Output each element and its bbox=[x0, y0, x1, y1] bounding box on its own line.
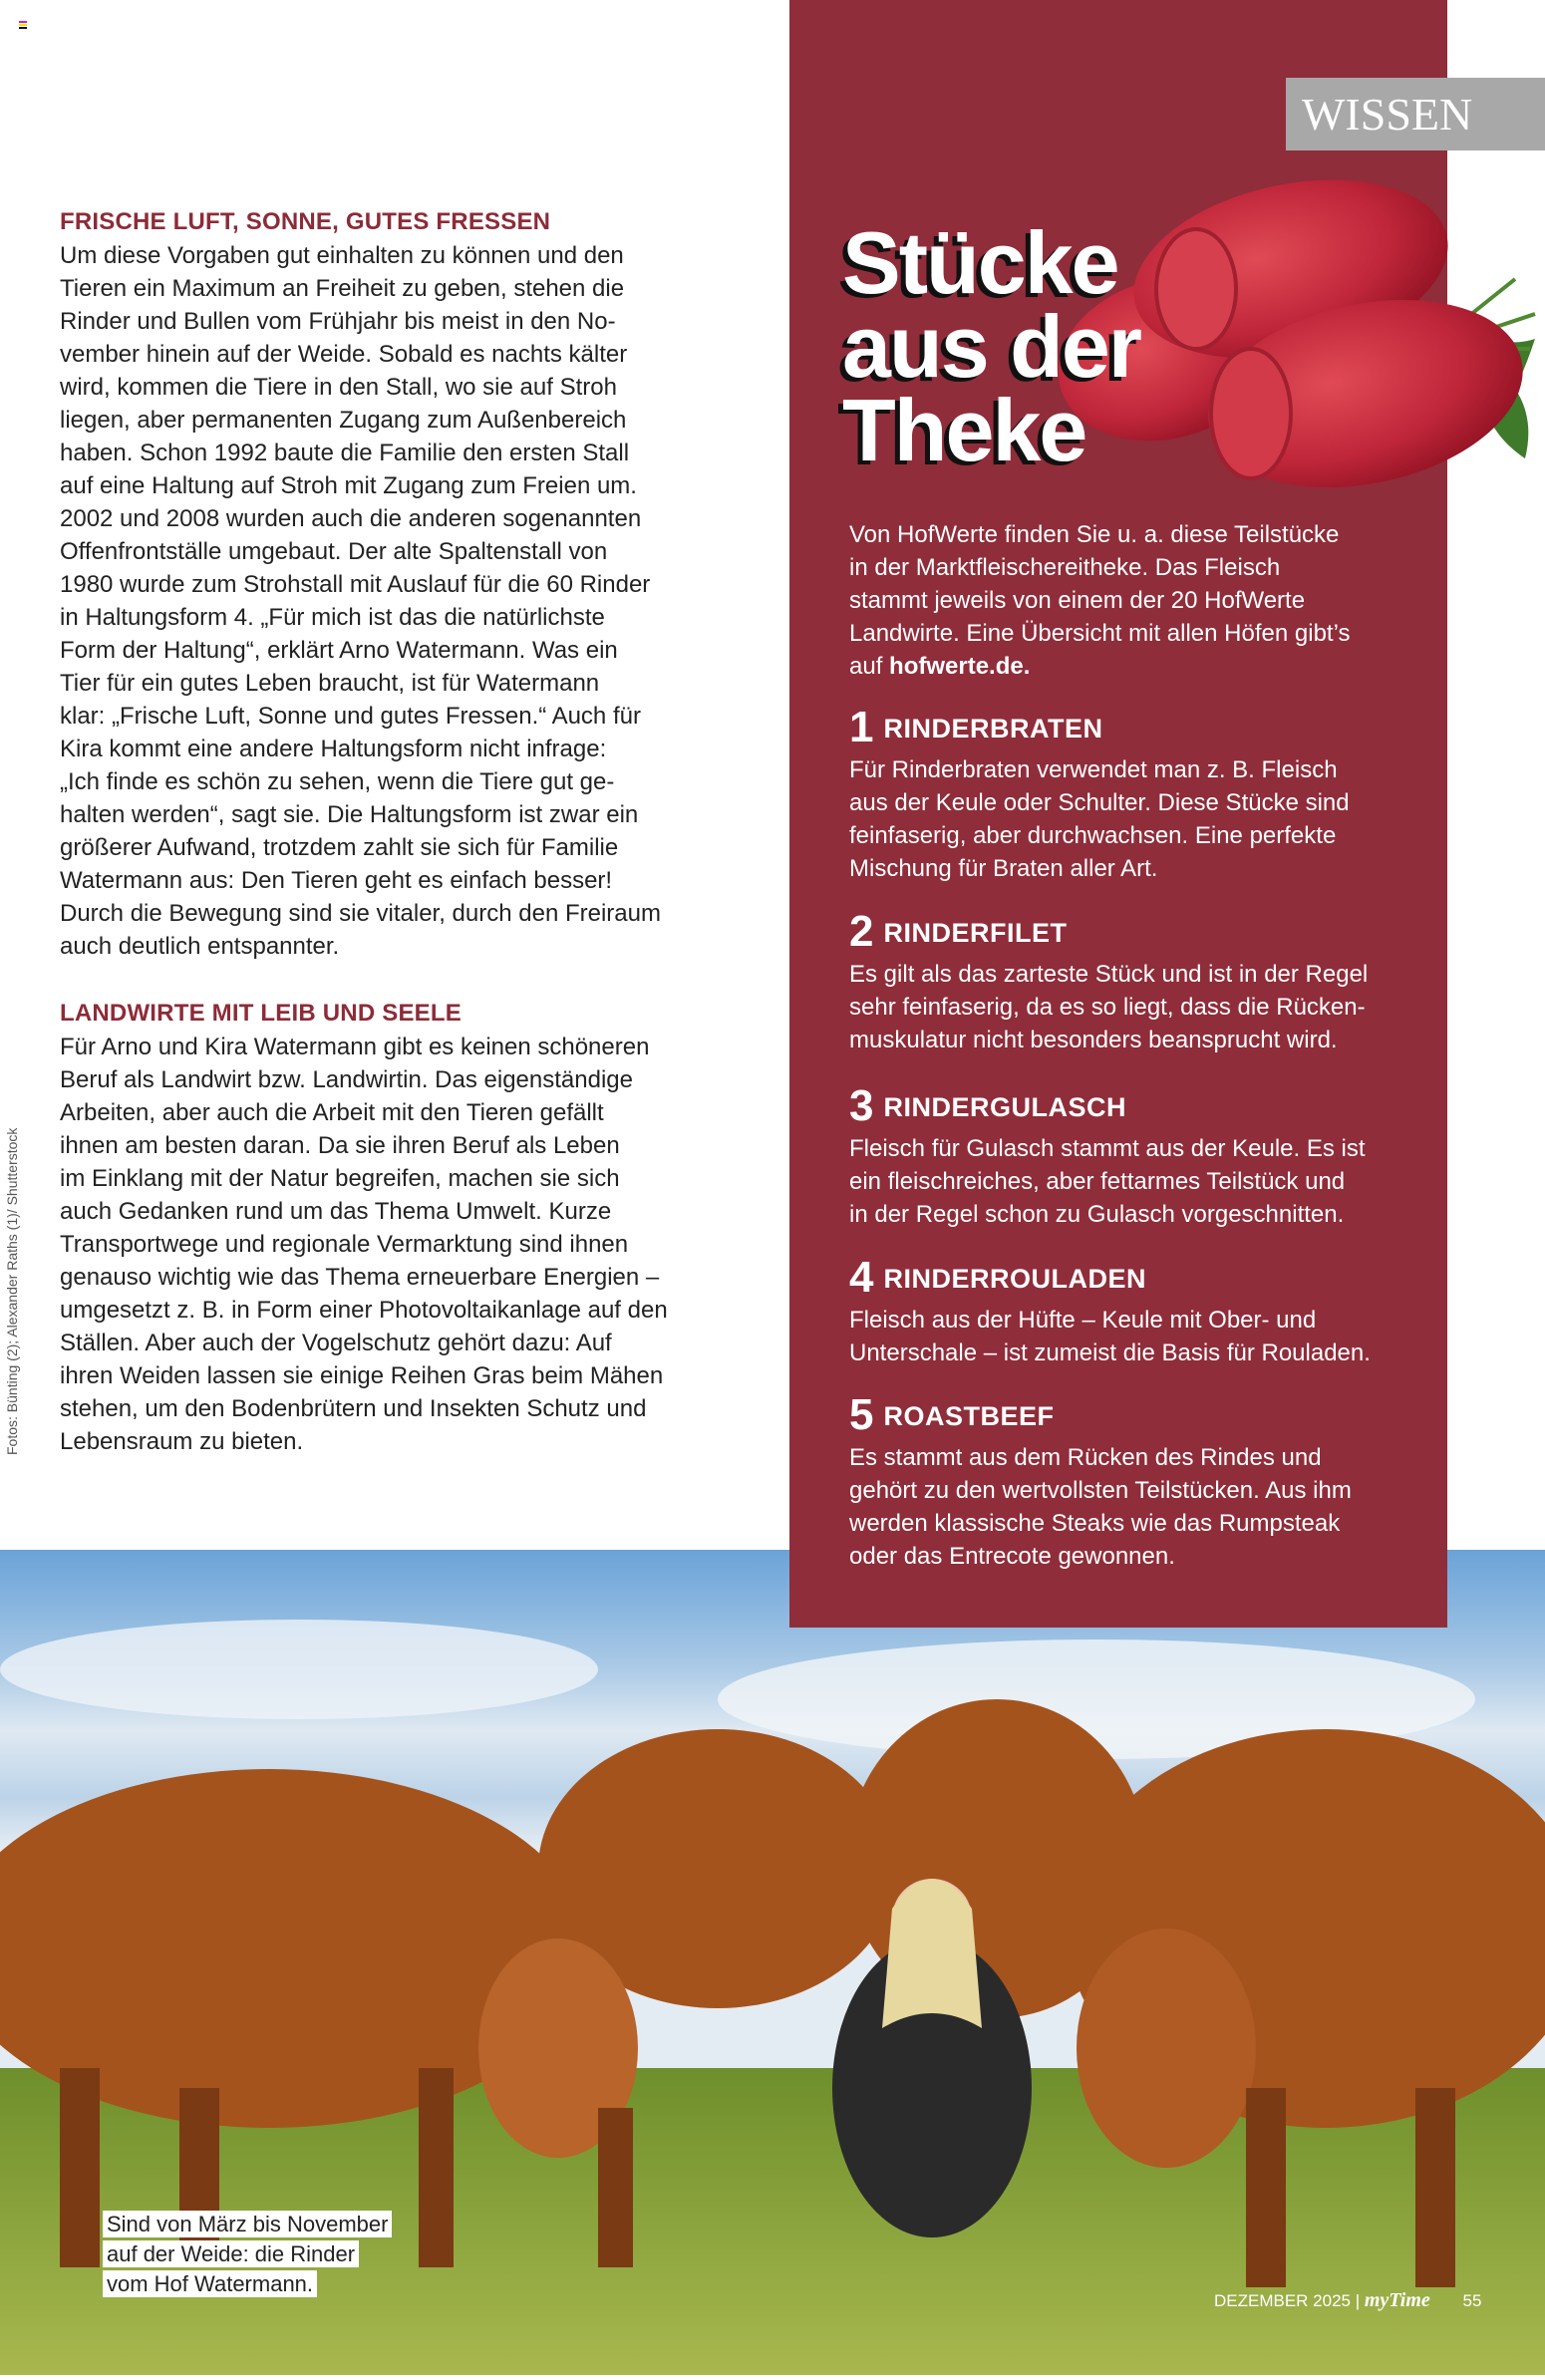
body-line: „Ich finde es schön zu sehen, wenn die Tiere gut ge- bbox=[60, 768, 615, 795]
magazine-logo: myTime bbox=[1364, 2289, 1430, 2311]
body-line: Beruf als Landwirt bzw. Landwirtin. Das eigenständige bbox=[60, 1066, 633, 1093]
body-line: Lebensraum zu bieten. bbox=[60, 1428, 304, 1455]
photo-caption bbox=[103, 2211, 392, 2300]
section-body bbox=[60, 239, 718, 963]
body-line: 1980 wurde zum Strohstall mit Auslauf für die 60 Rinder bbox=[60, 571, 651, 598]
meat-cut-item bbox=[849, 1081, 1427, 1231]
item-line: feinfaserig, aber durchwachsen. Eine perfekte bbox=[849, 822, 1337, 849]
item-line: ein fleischreiches, aber fettarmes Teilstück und bbox=[849, 1168, 1346, 1195]
intro-line: Von HofWerte finden Sie u. a. diese Teilstücke bbox=[849, 521, 1340, 548]
item-heading bbox=[849, 1253, 1427, 1304]
item-description bbox=[849, 1441, 1427, 1573]
page-number: 55 bbox=[1462, 2291, 1482, 2310]
body-line: halten werden“, sagt sie. Die Haltungsform ist zwar ein bbox=[60, 801, 639, 828]
website-link[interactable]: hofwerte.de. bbox=[889, 653, 1031, 680]
item-line: Für Rinderbraten verwendet man z. B. Fleisch bbox=[849, 756, 1338, 783]
box-intro bbox=[849, 518, 1407, 683]
item-number: 3 bbox=[849, 1081, 874, 1130]
caption-line: vom Hof Watermann. bbox=[103, 2270, 317, 2297]
intro-line: stammt jeweils von einem der 20 HofWerte bbox=[849, 587, 1306, 614]
body-line: Ställen. Aber auch der Vogelschutz gehört dazu: Auf bbox=[60, 1330, 612, 1356]
body-line: Arbeiten, aber auch die Arbeit mit den Tieren gefällt bbox=[60, 1099, 604, 1126]
body-line: im Einklang mit der Natur begreifen, machen sie sich bbox=[60, 1165, 620, 1192]
issue-date: DEZEMBER 2025 | bbox=[1214, 2291, 1361, 2310]
item-heading bbox=[849, 1390, 1427, 1441]
item-line: muskulatur nicht besonders beansprucht wird. bbox=[849, 1027, 1338, 1053]
title-line: Stücke bbox=[842, 213, 1118, 312]
meat-cut-item bbox=[849, 1253, 1427, 1369]
body-line: auch deutlich entspannter. bbox=[60, 933, 340, 960]
body-line: Durch die Bewegung sind sie vitaler, durch den Freiraum bbox=[60, 900, 661, 927]
item-line: aus der Keule oder Schulter. Diese Stücke sind bbox=[849, 789, 1350, 816]
body-line: vember hinein auf der Weide. Sobald es nachts kälter bbox=[60, 341, 628, 368]
item-name: RINDERFILET bbox=[883, 918, 1068, 948]
body-line: Watermann aus: Den Tieren geht es einfach besser! bbox=[60, 867, 613, 894]
item-name: RINDERGULASCH bbox=[883, 1092, 1126, 1122]
item-description bbox=[849, 1132, 1427, 1231]
photo-credit: Fotos: Bünting (2); Alexander Raths (1)/ Shutterstock bbox=[4, 1127, 20, 1455]
item-name: RINDERROULADEN bbox=[883, 1264, 1146, 1294]
title-line: Theke bbox=[842, 381, 1086, 479]
intro-prefix: auf bbox=[849, 653, 890, 680]
intro-line: in der Marktfleischereitheke. Das Fleisch bbox=[849, 554, 1281, 581]
item-line: werden klassische Steaks wie das Rumpsteak bbox=[849, 1510, 1341, 1537]
item-line: Mischung für Braten aller Art. bbox=[849, 855, 1158, 882]
body-line: größerer Aufwand, trotzdem zahlt sie sich für Familie bbox=[60, 834, 619, 861]
body-line: klar: „Frische Luft, Sonne und gutes Fressen.“ Auch für bbox=[60, 703, 641, 730]
item-name: ROASTBEEF bbox=[883, 1401, 1055, 1431]
meat-cut-item bbox=[849, 1390, 1427, 1573]
section-heading: LANDWIRTE MIT LEIB UND SEELE bbox=[60, 1000, 462, 1027]
body-line: Tier für ein gutes Leben braucht, ist für Watermann bbox=[60, 670, 600, 697]
item-heading bbox=[849, 703, 1427, 753]
body-line: Tieren ein Maximum an Freiheit zu geben, stehen die bbox=[60, 275, 625, 302]
item-number: 2 bbox=[849, 907, 874, 956]
body-line: Offenfrontställe umgebaut. Der alte Spaltenstall von bbox=[60, 538, 608, 565]
section-body bbox=[60, 1031, 718, 1458]
item-number: 5 bbox=[849, 1390, 874, 1439]
body-line: Für Arno und Kira Watermann gibt es keinen schöneren bbox=[60, 1034, 650, 1060]
item-line: oder das Entrecote gewonnen. bbox=[849, 1543, 1175, 1570]
body-line: liegen, aber permanenten Zugang zum Außenbereich bbox=[60, 407, 627, 434]
item-number: 1 bbox=[849, 703, 874, 751]
caption-line: Sind von März bis November bbox=[103, 2211, 392, 2237]
body-line: genauso wichtig wie das Thema erneuerbare Energien – bbox=[60, 1264, 660, 1291]
item-line: Es stammt aus dem Rücken des Rindes und bbox=[849, 1444, 1322, 1471]
item-name: RINDERBRATEN bbox=[883, 714, 1103, 744]
body-line: auch Gedanken rund um das Thema Umwelt. Kurze bbox=[60, 1198, 612, 1225]
body-line: in Haltungsform 4. „Für mich ist das die natürlichste bbox=[60, 604, 605, 631]
item-number: 4 bbox=[849, 1253, 874, 1302]
item-line: Es gilt als das zarteste Stück und ist in der Regel bbox=[849, 961, 1369, 988]
item-heading bbox=[849, 907, 1427, 958]
item-heading bbox=[849, 1081, 1427, 1132]
section-gap bbox=[60, 963, 718, 997]
item-description bbox=[849, 753, 1427, 885]
item-line: Fleisch aus der Hüfte – Keule mit Ober- und bbox=[849, 1307, 1317, 1334]
intro-line: Landwirte. Eine Übersicht mit allen Höfen gibt’s bbox=[849, 620, 1351, 647]
intro-line bbox=[849, 650, 1407, 683]
body-line: ihren Weiden lassen sie einige Reihen Gras beim Mähen bbox=[60, 1362, 664, 1389]
body-line: ihnen am besten daran. Da sie ihren Beruf als Leben bbox=[60, 1132, 620, 1159]
item-description bbox=[849, 1304, 1427, 1369]
item-line: in der Regel schon zu Gulasch vorgeschnitten. bbox=[849, 1201, 1345, 1228]
item-line: sehr feinfaserig, da es so liegt, dass die Rücken- bbox=[849, 994, 1366, 1021]
box-title bbox=[842, 213, 1141, 479]
body-line: umgesetzt z. B. in Form einer Photovoltaikanlage auf den bbox=[60, 1297, 668, 1324]
body-line: Rinder und Bullen vom Frühjahr bis meist in den No- bbox=[60, 308, 616, 335]
print-registration-marks bbox=[19, 21, 27, 30]
body-line: wird, kommen die Tiere in den Stall, wo sie auf Stroh bbox=[60, 374, 617, 401]
body-line: 2002 und 2008 wurden auch die anderen sogenannten bbox=[60, 505, 642, 532]
section-badge: WISSEN bbox=[1286, 78, 1545, 150]
body-line: haben. Schon 1992 baute die Familie den ersten Stall bbox=[60, 440, 630, 466]
meat-cut-item bbox=[849, 703, 1427, 885]
meat-cut-item bbox=[849, 907, 1427, 1056]
title-line: aus der bbox=[842, 297, 1141, 396]
caption-line: auf der Weide: die Rinder bbox=[103, 2240, 359, 2267]
item-description bbox=[849, 958, 1427, 1056]
item-line: gehört zu den wertvollsten Teilstücken. Aus ihm bbox=[849, 1477, 1352, 1504]
item-line: Fleisch für Gulasch stammt aus der Keule. Es ist bbox=[849, 1135, 1366, 1162]
body-line: auf eine Haltung auf Stroh mit Zugang zum Freien um. bbox=[60, 472, 637, 499]
item-line: Unterschale – ist zumeist die Basis für Rouladen. bbox=[849, 1339, 1371, 1366]
body-line: stehen, um den Bodenbrütern und Insekten Schutz und bbox=[60, 1395, 647, 1422]
body-line: Form der Haltung“, erklärt Arno Watermann. Was ein bbox=[60, 637, 618, 664]
body-line: Um diese Vorgaben gut einhalten zu können und den bbox=[60, 242, 624, 269]
article-left-column bbox=[60, 205, 718, 1458]
section-heading: FRISCHE LUFT, SONNE, GUTES FRESSEN bbox=[60, 208, 551, 235]
body-line: Kira kommt eine andere Haltungsform nicht infrage: bbox=[60, 736, 607, 762]
body-line: Transportwege und regionale Vermarktung sind ihnen bbox=[60, 1231, 629, 1258]
page-footer bbox=[1214, 2289, 1481, 2312]
